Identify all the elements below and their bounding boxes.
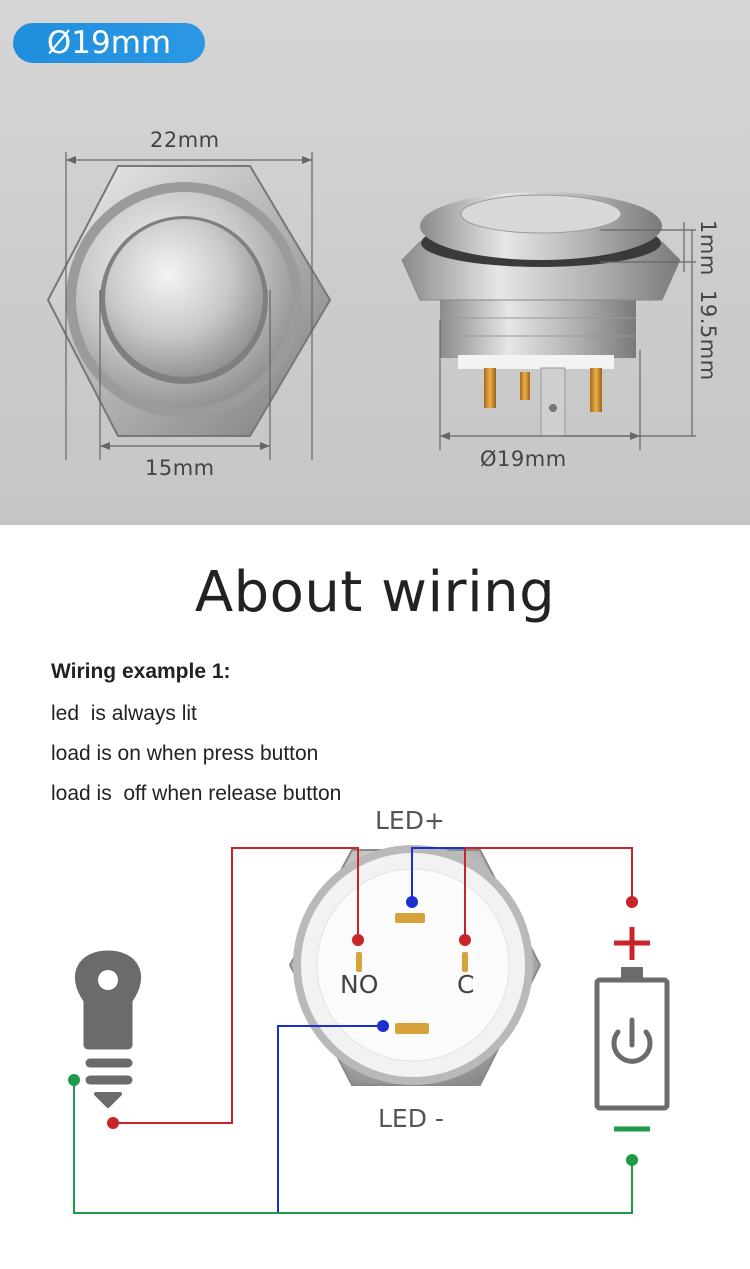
wiring-example-heading: Wiring example 1: [51,660,231,683]
label-led-plus: LED+ [375,806,445,835]
terminal-c [462,952,468,972]
button-side-view [402,192,680,436]
wiring-note-2: load is on when press button [51,742,319,765]
dimension-label-total-height: 19.5mm [696,290,720,381]
wiring-diagram [0,800,750,1269]
label-led-minus: LED - [378,1104,444,1133]
bulb-icon [79,955,136,1106]
wiring-note-3: load is off when release button [51,782,342,805]
wiring-note-1: led is always lit [51,702,197,725]
dimension-label-ring-height: 1mm [696,220,720,276]
terminal-led-minus [395,1023,429,1034]
product-photo [0,0,750,525]
terminal-led-plus [395,913,425,923]
battery-icon [597,927,667,1129]
label-c: C [457,970,475,999]
button-front-view [48,166,330,436]
wire-green-ground [74,1080,632,1213]
dimension-label-face: 15mm [145,456,215,480]
product-photo-panel [0,0,750,525]
size-badge: Ø19mm [13,23,205,63]
dimension-label-diameter: Ø19mm [480,447,567,471]
label-no: NO [340,970,379,999]
section-title: About wiring [194,560,556,625]
terminal-no [356,952,362,972]
switch-rear-view [290,845,540,1085]
dimension-label-width: 22mm [150,128,220,152]
